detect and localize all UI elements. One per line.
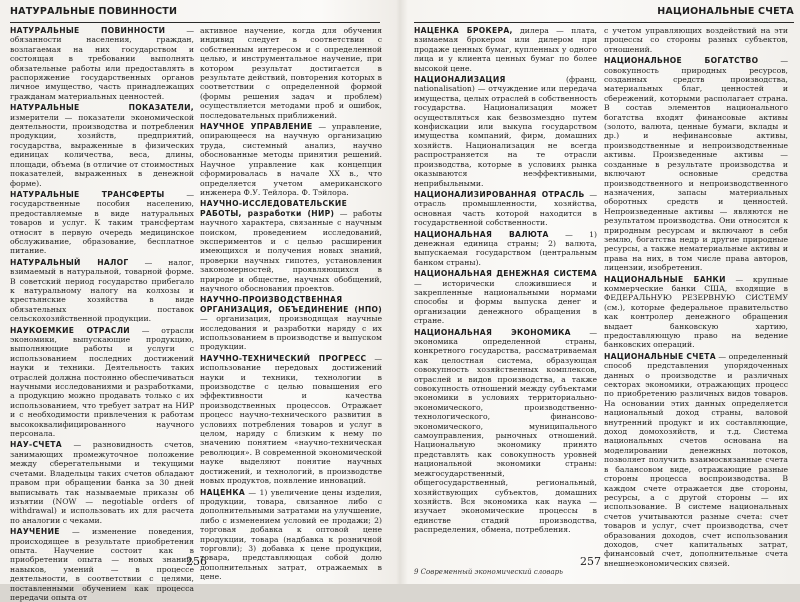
dictionary-entry — [200, 354, 382, 486]
entry-term: НАЦИОНАЛИЗИРОВАННАЯ ОТРАСЛЬ — [414, 189, 585, 199]
entry-term: НАТУРАЛЬНЫЕ ТРАНСФЕРТЫ — [10, 189, 165, 199]
entry-definition: — изменение поведения, происходящее в результате приобретения опыта. Научение состоит как в приобретении опыта — новых знаний, навыков, умений — в процессе деятельности, в соответствии с целями, поставленными обучением как процесса передачи опыта от — [10, 527, 194, 602]
dictionary-entry — [10, 190, 194, 256]
entry-term: НАУЧНО-ТЕХНИЧЕСКИЙ ПРОГРЕСС — [200, 353, 367, 363]
dictionary-entry — [414, 328, 597, 535]
entry-term: НАЦИОНАЛЬНАЯ ВАЛЮТА — [414, 229, 549, 239]
entry-term: НАУЧНО-ПРОИЗВОДСТВЕННАЯ ОРГАНИЗАЦИЯ, ОБЪЕДИНЕНИЕ (НПО) — [200, 295, 382, 314]
entry-term: НАУ-СЧЕТА — [10, 440, 62, 450]
page-number-left: 256 — [186, 555, 207, 568]
entry-term: НАТУРАЛЬНЫЕ ПОКАЗАТЕЛИ, — [10, 103, 194, 113]
dictionary-entry — [10, 258, 194, 324]
entry-term: НАТУРАЛЬНЫЕ ПОВИННОСТИ — [10, 26, 166, 35]
dictionary-entry — [604, 56, 788, 272]
dictionary-entry — [10, 527, 194, 602]
right-column-1 — [414, 26, 597, 551]
dictionary-entry — [200, 488, 382, 582]
entry-definition: — исторически сложившиеся и закрепленные национальными нормами способы и формы выпуска денег и организации денежного обращения в стране. — [414, 278, 597, 326]
dictionary-entry — [10, 440, 194, 525]
entry-definition: — определенный способ представления упорядоченных данных о производстве и различных секторах экономики, отражающих процесс по приобретению различных видов товаров. На основании этих данных определяется национальный доход страны, валовой внутренний продукт и их составляющие, доход домохозяйств, и т.д. Система национальных счетов основана на моделировании денежных потоков, позволяет получить взаимосвязанные счета в балансовом виде, отражающие разные стороны процесса воспроизводства. В каждом счете отражается две стороны, ресурсы, а с другой стороны — их использование. В системе национальных счетов учитываются разные счета: счет товаров и услуг, счет производства, счет образования доходов, счет использования доходов, счет капитальных затрат, финансовый счет, дополнительные счета внешнеэкономических связей. — [604, 351, 789, 568]
page-number-right: 257 — [580, 555, 601, 568]
dictionary-entry — [604, 352, 788, 568]
printer-signature: 9 Современный экономический словарь — [414, 568, 563, 576]
dictionary-entry — [414, 269, 597, 325]
dictionary-entry — [414, 26, 597, 73]
entry-definition: — 1) денежная единица страны; 2) валюта, выпускаемая государством (центральным банком страны). — [414, 229, 597, 267]
entry-definition: (франц. nationalisation) — отчуждение или передача имущества, целых отраслей в собственность государства. Национализация может осуществляться как безвозмездно путем конфискации или выкупа государством имущества компаний, фирм, домашних хозяйств. Национализация не всегда распространяется на те отрасли производства, которые в условиях рынка оказываются неэффективными, неприбыльными. — [414, 75, 597, 188]
entry-definition: — 1) увеличение цены изделия, продукции, товара, связанное либо с дополнительными затратами на улучшение, либо с изменением условий ее продажи; 2) торговая добавка к оптовой цене продукции, товара (надбавка к розничной торговли); 3) добавка к цене продукции, товара, представляющая собой долю дополнительных затрат, отражаемых в цене. — [200, 487, 382, 582]
entry-definition: — разновидность счетов, занимающих промежуточное положение между сберегательными и текущими счетами. Владельцы таких счетов обладают правом при обращении банка за 30 дней выписывать так называемые приказы об изъятии (NOW — negotiable orders of withdrawal) и использовать их для расчета по аналогии с чеками. — [10, 440, 194, 525]
dictionary-entry — [200, 295, 382, 351]
entry-term: НАТУРАЛЬНЫЙ НАЛОГ — [10, 257, 129, 267]
entry-term: НАЦИОНАЛЬНЫЕ СЧЕТА — [604, 351, 716, 361]
entry-definition: — работы научного характера, связанные с научным поиском, проведением исследований, экспериментов и с целью расширения имеющихся и получения новых знаний, проверки научных гипотез, установления закономерностей, проявляющихся в природе и обществе, научных обобщений, научного обоснования проектов. — [200, 208, 382, 293]
entry-definition: — управление, опирающееся на научную организацию труда, системный анализ, научно обоснованные методы принятия решений. Научное управление как концепция сформировалась в начале XX в., что определяется учетом американского инженера Ф.У. Тейлора. Ф. Тэйлора. — [200, 122, 382, 197]
entry-definition: — совокупность природных ресурсов, созданных средств производства, материальных благ, ценностей и сбережений, которыми располагает страна. В состав элементов национального богатства входят финансовые активы (золото, валюта, ценные бумаги, вклады и др.) и нефинансовые активы, производственные и непроизводственные активы. Произведенные активы — созданные в результате производства и включают основные средства производственного и непроизводственного назначения, запасы материальных оборотных средств и ценностей. Непроизведенные активы — являются не результатом производства. Они относятся к природным ресурсам и включают в себя землю, богатства недр и другие природные ресурсы, а также нематериальные активы и права на них, в том числе права авторов, лицензии, изобретения. — [604, 56, 788, 273]
dictionary-entry — [604, 275, 788, 350]
entry-term: НАЦИОНАЛЬНОЕ БОГАТСТВО — [604, 56, 759, 66]
entry-term: НАЦЕНКА — [200, 487, 246, 497]
continuation-text: активное научение, когда для обучения индивид следует в соответствии с собственным интересом и с определенной целью, и инструментальное научение, при котором результат достигается в результате действий, повторения которых в соответствии с определенной формой (формы решения задач и проблем) осуществляется методами проб и ошибок, последовательных приближений. — [200, 26, 382, 120]
entry-definition: дилера — плата, взимаемая брокером или дилером при продаже ценных бумаг, купленных у одного лица и у клиента ценных бумаг по более высокой цене. — [414, 26, 597, 73]
entry-term: НАУЧНО-ИССЛЕДОВАТЕЛЬСКИЕ РАБОТЫ, разработки (НИР) — [200, 199, 348, 218]
entry-definition: — использование передовых достижений науки и техники, технологии в производстве с целью повышения его эффективности и качества производственных процессов. Отражает процесс научно-технического развития в условиях потребления товаров и услуг в целом, наряду с близким к нему по значению понятием «научно-техническая революция». В современной экономической науке выделяют понятие научных достижений, и технологий, в производстве новых продуктов, появление инноваций. — [200, 353, 382, 486]
entry-term: НАЦИОНАЛЬНАЯ ДЕНЕЖНАЯ СИСТЕМА — [414, 269, 597, 279]
dictionary-entry — [10, 26, 194, 101]
entry-definition: — отрасль промышленности, хозяйства, основная часть которой находится в государственной собственности. — [414, 189, 597, 228]
entry-term: НАЦЕНКА БРОКЕРА, — [414, 26, 513, 35]
continuation-text: с учетом управляющих воздействий на эти процессы со стороны разных субъектов, отношений. — [604, 26, 788, 54]
dictionary-entry — [10, 326, 194, 439]
dictionary-entry — [414, 75, 597, 188]
running-head-right: НАЦИОНАЛЬНЫЕ СЧЕТА — [414, 6, 794, 23]
entry-definition: измерители — показатели экономической деятельности, производства и потребления продукции, хозяйств, предприятий, государства, выраженные в физических единицах количества, веса, длины, площади, объема (в отличие от стоимостных показателей, выраженных в денежной форме). — [10, 112, 194, 188]
entry-term: НАЦИОНАЛИЗАЦИЯ — [414, 75, 506, 85]
entry-term: НАУЧНОЕ УПРАВЛЕНИЕ — [200, 122, 313, 132]
dictionary-entry — [200, 199, 382, 293]
entry-term: НАУЧЕНИЕ — [10, 527, 60, 537]
entry-definition: — экономика определенной страны, конкретного государства, рассматриваемая как целостная система, образующая совокупность хозяйственных комплексов, отраслей и видов производства, а также совокупность отношений между субъектами экономики в условиях территориально-экономического, производственно-технологического, финансово-экономического, муниципального самоуправления, рыночных отношений. Национальную экономику принято представлять как совокупность уровней национальной экономики страны: межгосударственный, общегосударственный, региональный, хозяйствующих субъектов, домашних хозяйств. Вся экономика как наука — изучает экономические процессы в единстве стадий производства, распределения, обмена, потребления. — [414, 327, 597, 535]
entry-definition: — крупные коммерческие банки США, входящие в ФЕДЕРАЛЬНУЮ РЕЗЕРВНУЮ СИСТЕМУ (см.), которые федеральное правительство как контролер денежного обращения выдает банковскую хартию, предоставляющую право на ведение банковских операций. — [604, 274, 788, 350]
entry-term: НАЦИОНАЛЬНАЯ ЭКОНОМИКА — [414, 327, 571, 337]
entry-definition: — государственные пособия населению, предоставляемые в виде натуральных товаров и услуг. К таким трансфертам относят в первую очередь медицинское обслуживание, образование, бесплатное питание. — [10, 189, 194, 256]
dictionary-entry — [10, 103, 194, 188]
right-page — [400, 0, 800, 584]
left-column-2 — [200, 26, 382, 582]
dictionary-entry — [200, 122, 382, 197]
right-column-2 — [604, 26, 789, 568]
entry-term: НАУКОЕМКИЕ ОТРАСЛИ — [10, 325, 130, 335]
entry-term: НАЦИОНАЛЬНЫЕ БАНКИ — [604, 274, 726, 284]
running-head-left: НАТУРАЛЬНЫЕ ПОВИННОСТИ — [10, 6, 380, 23]
entry-definition: — налог, взимаемый в натуральной, товарной форме. В советский период государство прибегало к натуральному налогу на колхозы и крестьянские хозяйства в виде обязательных поставок сельскохозяйственной продукции. — [10, 257, 194, 324]
left-column-1 — [10, 26, 194, 602]
dictionary-entry — [414, 230, 597, 268]
dictionary-entry — [414, 190, 597, 228]
entry-definition: — отрасли экономики, выпускающие продукцию, выполняющие работы и услуги с использованием последних достижений науки и техники. Деятельность таких отраслей должна постоянно обеспечиваться научными исследованиями и разработками, а продукцию можно продавать только с их использованием, что требует затрат на НИР и с необходимости привлечения к работам высококвалифицированного научного персонала. — [10, 325, 194, 439]
entry-definition: — обязанности населения, граждан, возлагаемая на них государством и состоящая в требовании выполнять обязательные работы или предоставлять в распоряжение государственных органов личное имущество, часть принадлежащих гражданам материальных ценностей. — [10, 26, 194, 101]
entry-definition: — организация, производящая научные исследования и разработки наряду с их использованием в производстве и выпуском продукции. — [200, 314, 382, 352]
